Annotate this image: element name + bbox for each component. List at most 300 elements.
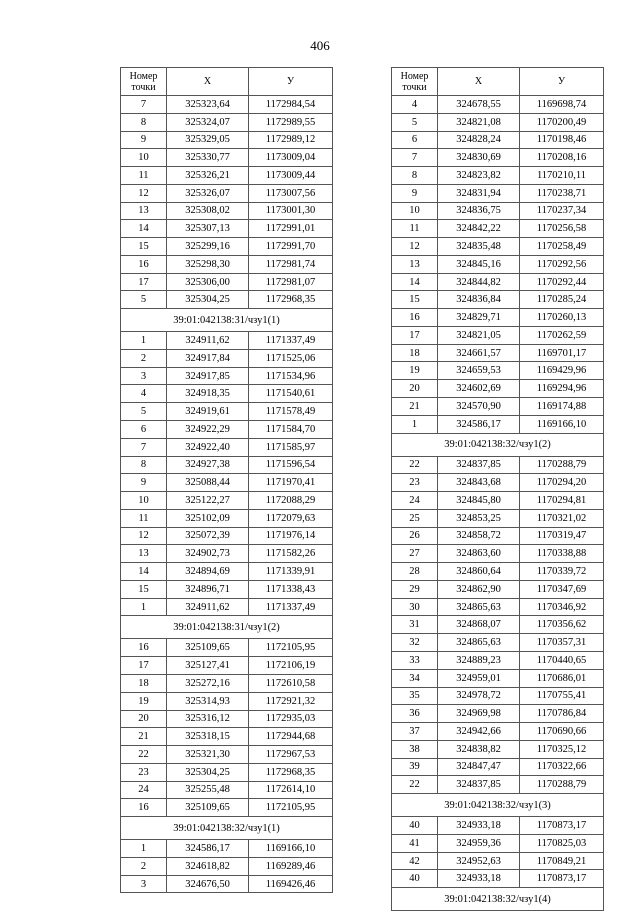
table-row [392, 456, 604, 474]
x-coordinate-cell: 325127,41 [167, 657, 249, 675]
x-coordinate-cell: 324911,62 [167, 332, 249, 350]
y-coordinate-cell: 1170356,62 [520, 616, 604, 634]
y-coordinate-cell: 1170346,92 [520, 598, 604, 616]
point-number-cell: 14 [121, 563, 167, 581]
y-coordinate-cell: 1171534,96 [249, 367, 333, 385]
y-coordinate-cell: 1170208,16 [520, 149, 604, 167]
point-number-header: Номер точки [392, 68, 438, 96]
page-number: 406 [310, 38, 330, 53]
table-row [121, 167, 333, 185]
y-coordinate-cell: 1172989,12 [249, 131, 333, 149]
table-row [121, 509, 333, 527]
table-row [392, 149, 604, 167]
table-row [121, 728, 333, 746]
x-coordinate-cell: 324829,71 [438, 309, 520, 327]
table-row [121, 438, 333, 456]
point-number-cell: 10 [121, 149, 167, 167]
x-coordinate-cell: 324952,63 [438, 852, 520, 870]
y-coordinate-cell: 1172984,54 [249, 96, 333, 114]
y-coordinate-cell: 1170237,34 [520, 202, 604, 220]
point-number-cell: 9 [121, 474, 167, 492]
x-coordinate-cell: 325298,30 [167, 255, 249, 273]
x-coordinate-cell: 324586,17 [438, 415, 520, 433]
table-row [121, 799, 333, 817]
y-coordinate-cell: 1171337,49 [249, 332, 333, 350]
x-coordinate-cell: 324570,90 [438, 398, 520, 416]
x-coordinate-cell: 325326,21 [167, 167, 249, 185]
table-row [121, 474, 333, 492]
table-row [121, 527, 333, 545]
point-number-cell: 9 [392, 184, 438, 202]
point-number-cell: 4 [392, 96, 438, 114]
y-coordinate-cell: 1172968,35 [249, 291, 333, 309]
table-row [121, 580, 333, 598]
table-row [121, 349, 333, 367]
x-coordinate-cell: 324868,07 [438, 616, 520, 634]
x-coordinate-cell: 324911,62 [167, 598, 249, 616]
point-number-cell: 23 [392, 474, 438, 492]
point-number-cell: 20 [392, 380, 438, 398]
table-row [121, 563, 333, 581]
point-number-cell: 16 [121, 639, 167, 657]
table-row [121, 220, 333, 238]
point-number-cell: 16 [392, 309, 438, 327]
x-coordinate-cell: 324845,80 [438, 492, 520, 510]
point-number-cell: 25 [392, 509, 438, 527]
y-header: У [520, 68, 604, 96]
point-number-cell: 38 [392, 740, 438, 758]
y-coordinate-cell: 1172944,68 [249, 728, 333, 746]
table-row [121, 639, 333, 657]
point-number-cell: 9 [121, 131, 167, 149]
table-row [392, 238, 604, 256]
table-row [392, 705, 604, 723]
y-coordinate-cell: 1171337,49 [249, 598, 333, 616]
table-row [392, 344, 604, 362]
table-row [392, 669, 604, 687]
point-number-header: Номер точки [121, 68, 167, 96]
point-number-cell: 24 [392, 492, 438, 510]
y-coordinate-cell: 1171585,97 [249, 438, 333, 456]
y-coordinate-cell: 1170440,65 [520, 651, 604, 669]
x-coordinate-cell: 324978,72 [438, 687, 520, 705]
x-coordinate-cell: 324836,75 [438, 202, 520, 220]
y-coordinate-cell: 1170873,17 [520, 870, 604, 888]
y-coordinate-cell: 1170238,71 [520, 184, 604, 202]
table-row [121, 692, 333, 710]
x-coordinate-cell: 324889,23 [438, 651, 520, 669]
table-row [392, 527, 604, 545]
table-row [121, 710, 333, 728]
y-coordinate-cell: 1169294,96 [520, 380, 604, 398]
x-coordinate-cell: 325088,44 [167, 474, 249, 492]
x-coordinate-cell: 324865,63 [438, 634, 520, 652]
y-coordinate-cell: 1170260,13 [520, 309, 604, 327]
table-row [121, 857, 333, 875]
table-row [392, 362, 604, 380]
point-number-cell: 12 [121, 184, 167, 202]
table-row [392, 96, 604, 114]
x-header: Х [438, 68, 520, 96]
point-number-cell: 22 [392, 776, 438, 794]
x-coordinate-cell: 325072,39 [167, 527, 249, 545]
y-coordinate-cell: 1172968,35 [249, 763, 333, 781]
y-coordinate-cell: 1169166,10 [520, 415, 604, 433]
y-coordinate-cell: 1171970,41 [249, 474, 333, 492]
point-number-cell: 2 [121, 857, 167, 875]
x-coordinate-cell: 325323,64 [167, 96, 249, 114]
y-coordinate-cell: 1169429,96 [520, 362, 604, 380]
table-header [121, 68, 333, 96]
x-coordinate-cell: 324835,48 [438, 238, 520, 256]
x-coordinate-cell: 324922,40 [167, 438, 249, 456]
table-row [121, 763, 333, 781]
section-row [121, 817, 333, 840]
x-coordinate-cell: 325329,05 [167, 131, 249, 149]
table-row [121, 332, 333, 350]
table-row [121, 492, 333, 510]
y-coordinate-cell: 1170288,79 [520, 456, 604, 474]
y-coordinate-cell: 1170288,79 [520, 776, 604, 794]
point-number-cell: 39 [392, 758, 438, 776]
x-coordinate-cell: 325318,15 [167, 728, 249, 746]
point-number-cell: 36 [392, 705, 438, 723]
point-number-cell: 16 [121, 255, 167, 273]
y-coordinate-cell: 1171584,70 [249, 421, 333, 439]
y-coordinate-cell: 1171596,54 [249, 456, 333, 474]
table-row [121, 598, 333, 616]
x-coordinate-cell: 325324,07 [167, 113, 249, 131]
point-number-cell: 22 [121, 746, 167, 764]
y-coordinate-cell: 1170849,21 [520, 852, 604, 870]
y-coordinate-cell: 1170325,12 [520, 740, 604, 758]
point-number-cell: 17 [121, 657, 167, 675]
point-number-cell: 20 [121, 710, 167, 728]
table-row [121, 255, 333, 273]
table-row [392, 817, 604, 835]
table-row [392, 273, 604, 291]
y-coordinate-cell: 1170292,56 [520, 255, 604, 273]
x-coordinate-cell: 324942,66 [438, 723, 520, 741]
point-number-cell: 15 [392, 291, 438, 309]
table-row [121, 781, 333, 799]
point-number-cell: 37 [392, 723, 438, 741]
x-coordinate-cell: 324845,16 [438, 255, 520, 273]
point-number-cell: 27 [392, 545, 438, 563]
table-row [392, 492, 604, 510]
point-number-cell: 11 [392, 220, 438, 238]
table-row [121, 113, 333, 131]
point-number-cell: 19 [121, 692, 167, 710]
x-coordinate-cell: 325308,02 [167, 202, 249, 220]
x-coordinate-cell: 324858,72 [438, 527, 520, 545]
table-row [121, 657, 333, 675]
y-coordinate-cell: 1169166,10 [249, 840, 333, 858]
y-coordinate-cell: 1170347,69 [520, 580, 604, 598]
table-row [392, 255, 604, 273]
y-coordinate-cell: 1173001,30 [249, 202, 333, 220]
y-coordinate-cell: 1171578,49 [249, 403, 333, 421]
y-coordinate-cell: 1172921,32 [249, 692, 333, 710]
y-coordinate-cell: 1172967,53 [249, 746, 333, 764]
point-number-cell: 24 [121, 781, 167, 799]
y-coordinate-cell: 1172981,07 [249, 273, 333, 291]
y-coordinate-cell: 1172981,74 [249, 255, 333, 273]
x-coordinate-cell: 324894,69 [167, 563, 249, 581]
point-number-cell: 35 [392, 687, 438, 705]
table-row [121, 96, 333, 114]
section-row [121, 309, 333, 332]
y-coordinate-cell: 1170357,31 [520, 634, 604, 652]
y-coordinate-cell: 1170755,41 [520, 687, 604, 705]
y-coordinate-cell: 1173007,56 [249, 184, 333, 202]
y-coordinate-cell: 1169426,46 [249, 875, 333, 893]
table-row [121, 149, 333, 167]
point-number-cell: 12 [392, 238, 438, 256]
x-coordinate-cell: 324922,29 [167, 421, 249, 439]
x-coordinate-cell: 324969,98 [438, 705, 520, 723]
point-number-cell: 7 [121, 438, 167, 456]
point-number-cell: 21 [392, 398, 438, 416]
x-coordinate-cell: 325109,65 [167, 799, 249, 817]
table-row [121, 421, 333, 439]
point-number-cell: 18 [121, 674, 167, 692]
x-coordinate-cell: 325299,16 [167, 238, 249, 256]
point-number-cell: 11 [121, 509, 167, 527]
table-row [392, 291, 604, 309]
x-coordinate-cell: 324918,35 [167, 385, 249, 403]
point-number-cell: 11 [121, 167, 167, 185]
table-row [392, 834, 604, 852]
table-row [392, 687, 604, 705]
x-coordinate-cell: 324917,84 [167, 349, 249, 367]
x-coordinate-cell: 324837,85 [438, 776, 520, 794]
point-number-cell: 15 [121, 238, 167, 256]
y-coordinate-cell: 1172989,55 [249, 113, 333, 131]
point-number-cell: 8 [392, 167, 438, 185]
x-coordinate-cell: 324659,53 [438, 362, 520, 380]
point-number-cell: 7 [121, 96, 167, 114]
x-coordinate-cell: 324917,85 [167, 367, 249, 385]
point-number-cell: 13 [392, 255, 438, 273]
point-number-cell: 40 [392, 817, 438, 835]
table-row [121, 875, 333, 893]
table-row [392, 113, 604, 131]
table-row [392, 870, 604, 888]
x-coordinate-cell: 324843,68 [438, 474, 520, 492]
x-coordinate-cell: 325272,16 [167, 674, 249, 692]
coordinates-table-right [391, 67, 604, 911]
table-row [392, 634, 604, 652]
table-row [121, 545, 333, 563]
x-coordinate-cell: 324821,08 [438, 113, 520, 131]
point-number-cell: 33 [392, 651, 438, 669]
table-row [392, 563, 604, 581]
y-coordinate-cell: 1172991,70 [249, 238, 333, 256]
x-coordinate-cell: 324959,36 [438, 834, 520, 852]
x-coordinate-cell: 325304,25 [167, 763, 249, 781]
point-number-cell: 42 [392, 852, 438, 870]
x-coordinate-cell: 324661,57 [438, 344, 520, 362]
x-coordinate-cell: 324618,82 [167, 857, 249, 875]
table-row [121, 184, 333, 202]
y-coordinate-cell: 1170200,49 [520, 113, 604, 131]
y-coordinate-cell: 1170321,02 [520, 509, 604, 527]
x-coordinate-cell: 324678,55 [438, 96, 520, 114]
table-row [121, 403, 333, 421]
point-number-cell: 22 [392, 456, 438, 474]
point-number-cell: 5 [392, 113, 438, 131]
table-row [121, 840, 333, 858]
x-coordinate-cell: 325314,93 [167, 692, 249, 710]
point-number-cell: 8 [121, 456, 167, 474]
x-coordinate-cell: 325102,09 [167, 509, 249, 527]
y-coordinate-cell: 1169289,46 [249, 857, 333, 875]
y-coordinate-cell: 1173009,44 [249, 167, 333, 185]
x-coordinate-cell: 324586,17 [167, 840, 249, 858]
x-coordinate-cell: 324927,38 [167, 456, 249, 474]
point-number-cell: 14 [121, 220, 167, 238]
y-coordinate-cell: 1170825,03 [520, 834, 604, 852]
point-number-cell: 3 [121, 367, 167, 385]
table-row [121, 367, 333, 385]
x-coordinate-cell: 324823,82 [438, 167, 520, 185]
table-row [121, 202, 333, 220]
x-coordinate-cell: 325255,48 [167, 781, 249, 799]
point-number-cell: 13 [121, 202, 167, 220]
y-coordinate-cell: 1171525,06 [249, 349, 333, 367]
table-row [392, 474, 604, 492]
point-number-cell: 3 [121, 875, 167, 893]
point-number-cell: 1 [121, 840, 167, 858]
point-number-cell: 18 [392, 344, 438, 362]
y-coordinate-cell: 1169698,74 [520, 96, 604, 114]
point-number-cell: 32 [392, 634, 438, 652]
table-row [121, 456, 333, 474]
x-coordinate-cell: 325307,13 [167, 220, 249, 238]
point-number-cell: 19 [392, 362, 438, 380]
x-coordinate-cell: 324863,60 [438, 545, 520, 563]
y-coordinate-cell: 1170198,46 [520, 131, 604, 149]
y-coordinate-cell: 1170339,72 [520, 563, 604, 581]
section-title: 39:01:042138:31/чзу1(2) [121, 616, 333, 639]
x-coordinate-cell: 325122,27 [167, 492, 249, 510]
x-coordinate-cell: 324831,94 [438, 184, 520, 202]
point-number-cell: 6 [392, 131, 438, 149]
x-coordinate-cell: 324865,63 [438, 598, 520, 616]
point-number-cell: 28 [392, 563, 438, 581]
table-row [392, 167, 604, 185]
y-coordinate-cell: 1172614,10 [249, 781, 333, 799]
table-row [392, 380, 604, 398]
x-coordinate-cell: 324676,50 [167, 875, 249, 893]
y-coordinate-cell: 1170686,01 [520, 669, 604, 687]
x-coordinate-cell: 324896,71 [167, 580, 249, 598]
point-number-cell: 5 [121, 403, 167, 421]
x-coordinate-cell: 325109,65 [167, 639, 249, 657]
x-coordinate-cell: 324847,47 [438, 758, 520, 776]
y-coordinate-cell: 1173009,04 [249, 149, 333, 167]
table-header [392, 68, 604, 96]
point-number-cell: 1 [121, 332, 167, 350]
section-title: 39:01:042138:32/чзу1(1) [121, 817, 333, 840]
table-row [121, 273, 333, 291]
point-number-cell: 12 [121, 527, 167, 545]
y-coordinate-cell: 1170210,11 [520, 167, 604, 185]
y-coordinate-cell: 1172991,01 [249, 220, 333, 238]
point-number-cell: 29 [392, 580, 438, 598]
table-row [121, 746, 333, 764]
y-coordinate-cell: 1172105,95 [249, 639, 333, 657]
x-coordinate-cell: 324844,82 [438, 273, 520, 291]
y-coordinate-cell: 1171339,91 [249, 563, 333, 581]
x-coordinate-cell: 324837,85 [438, 456, 520, 474]
y-coordinate-cell: 1170338,88 [520, 545, 604, 563]
point-number-cell: 15 [121, 580, 167, 598]
table-row [392, 202, 604, 220]
table-row [121, 131, 333, 149]
y-coordinate-cell: 1171582,26 [249, 545, 333, 563]
x-coordinate-cell: 325321,30 [167, 746, 249, 764]
y-coordinate-cell: 1169701,17 [520, 344, 604, 362]
point-number-cell: 6 [121, 421, 167, 439]
y-coordinate-cell: 1170294,81 [520, 492, 604, 510]
table-row [392, 651, 604, 669]
x-coordinate-cell: 324933,18 [438, 870, 520, 888]
section-title: 39:01:042138:32/чзу1(3) [392, 794, 604, 817]
point-number-cell: 21 [121, 728, 167, 746]
point-number-cell: 10 [392, 202, 438, 220]
y-coordinate-cell: 1171540,61 [249, 385, 333, 403]
x-coordinate-cell: 324959,01 [438, 669, 520, 687]
table-row [121, 238, 333, 256]
x-coordinate-cell: 324862,90 [438, 580, 520, 598]
point-number-cell: 13 [121, 545, 167, 563]
point-number-cell: 23 [121, 763, 167, 781]
y-coordinate-cell: 1170873,17 [520, 817, 604, 835]
point-number-cell: 26 [392, 527, 438, 545]
y-coordinate-cell: 1172079,63 [249, 509, 333, 527]
point-number-cell: 17 [392, 326, 438, 344]
table-row [121, 674, 333, 692]
section-row [121, 616, 333, 639]
table-row [392, 398, 604, 416]
table-row [392, 545, 604, 563]
coordinates-table-left [120, 67, 333, 893]
y-header: У [249, 68, 333, 96]
x-coordinate-cell: 324830,69 [438, 149, 520, 167]
table-row [392, 776, 604, 794]
x-coordinate-cell: 325330,77 [167, 149, 249, 167]
x-coordinate-cell: 324853,25 [438, 509, 520, 527]
y-coordinate-cell: 1169174,88 [520, 398, 604, 416]
y-coordinate-cell: 1170786,84 [520, 705, 604, 723]
x-coordinate-cell: 324828,24 [438, 131, 520, 149]
table-row [121, 385, 333, 403]
x-coordinate-cell: 325306,00 [167, 273, 249, 291]
table-row [392, 415, 604, 433]
y-coordinate-cell: 1170292,44 [520, 273, 604, 291]
y-coordinate-cell: 1170690,66 [520, 723, 604, 741]
point-number-cell: 1 [392, 415, 438, 433]
x-coordinate-cell: 324933,18 [438, 817, 520, 835]
x-coordinate-cell: 324902,73 [167, 545, 249, 563]
table-row [392, 758, 604, 776]
x-coordinate-cell: 325326,07 [167, 184, 249, 202]
x-coordinate-cell: 324602,69 [438, 380, 520, 398]
point-number-cell: 5 [121, 291, 167, 309]
section-row [392, 888, 604, 911]
